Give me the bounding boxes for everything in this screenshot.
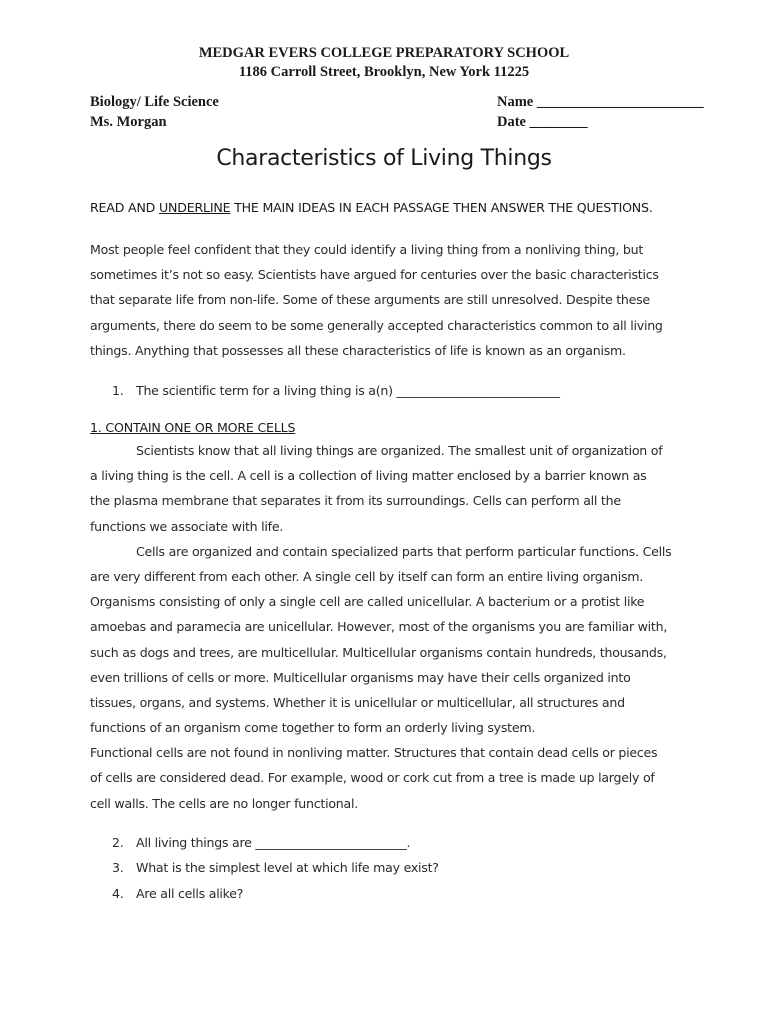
teacher-label: Ms. Morgan (90, 114, 167, 130)
name-field[interactable]: Name _______________________ (497, 94, 704, 110)
school-header (0, 44, 768, 82)
passage-line: even trillions of cells or more. Multicellular organisms may have their cells organized into (90, 669, 631, 685)
intro-line: that separate life from non-life. Some of these arguments are still unresolved. Despite these (90, 292, 650, 308)
question-number: 1. (112, 383, 124, 398)
school-name: MEDGAR EVERS COLLEGE PREPARATORY SCHOOL (198, 45, 570, 61)
passage-line: Organisms consisting of only a single cell are called unicellular. A bacterium or a protist like (90, 594, 645, 610)
passage-line: Cells are organized and contain specialized parts that perform particular functions. Cells (136, 543, 672, 559)
date-field[interactable]: Date ________ (497, 114, 588, 130)
question-number: 2. (112, 835, 124, 850)
question-4 (112, 881, 439, 906)
passage-line: Scientists know that all living things are organized. The smallest unit of organization of (136, 443, 663, 458)
question-list-2 (112, 830, 439, 906)
intro-line: arguments, there do seem to be some generally accepted characteristics common to all living (90, 317, 663, 333)
passage-line: functions of an organism come together to form an orderly living system. (90, 720, 536, 736)
cells-passage (90, 438, 700, 816)
question-2 (112, 830, 439, 855)
passage-line: such as dogs and trees, are multicellular. Multicellular organisms contain hundreds, thousands, (90, 644, 667, 660)
question-list-1 (112, 378, 560, 403)
instruction-underlined: UNDERLINE (158, 200, 231, 215)
intro-line: sometimes it’s not so easy. Scientists have argued for centuries over the basic characteristics (90, 267, 659, 283)
passage-line: of cells are considered dead. For example, wood or cork cut from a tree is made up largely of (90, 770, 655, 786)
intro-line: things. Anything that possesses all these characteristics of life is known as an organism. (90, 342, 626, 358)
passage-line: cell walls. The cells are no longer functional. (90, 795, 358, 811)
question-number: 4. (112, 885, 124, 901)
question-text: What is the simplest level at which life may exist? (136, 860, 439, 876)
instruction-after: THE MAIN IDEAS IN EACH PASSAGE THEN ANSWER THE QUESTIONS. (230, 200, 653, 215)
intro-paragraph (90, 237, 700, 363)
course-info (90, 92, 219, 132)
instructions (90, 200, 710, 215)
passage-line: tissues, organs, and systems. Whether it is unicellular or multicellular, all structures and (90, 694, 625, 710)
passage-line: Functional cells are not found in nonliving matter. Structures that contain dead cells or pieces (90, 745, 658, 761)
passage-line: a living thing is the cell. A cell is a collection of living matter enclosed by a barrier known as (90, 468, 647, 484)
passage-line: amoebas and paramecia are unicellular. However, most of the organisms you are familiar with, (90, 619, 668, 635)
question-3 (112, 855, 439, 880)
passage-line: are very different from each other. A single cell by itself can form an entire living organism. (90, 568, 644, 584)
page-title: Characteristics of Living Things (216, 146, 552, 171)
intro-line: Most people feel confident that they could identify a living thing from a nonliving thing, but (90, 242, 644, 257)
instruction-before: READ AND (90, 200, 159, 215)
question-text: All living things are _________________________. (136, 835, 411, 850)
question-text: The scientific term for a living thing is a(n) ___________________________ (136, 383, 560, 398)
school-address: 1186 Carroll Street, Brooklyn, New York 11225 (238, 64, 530, 80)
passage-line: the plasma membrane that separates it from its surroundings. Cells can perform all the (90, 493, 621, 509)
question-text: Are all cells alike? (136, 885, 244, 901)
passage-line: functions we associate with life. (90, 518, 284, 534)
question-1 (112, 378, 560, 403)
section-heading-cells: 1. CONTAIN ONE OR MORE CELLS (90, 420, 296, 435)
subject-label: Biology/ Life Science (90, 94, 219, 110)
student-info (497, 92, 704, 132)
question-number: 3. (112, 860, 124, 876)
